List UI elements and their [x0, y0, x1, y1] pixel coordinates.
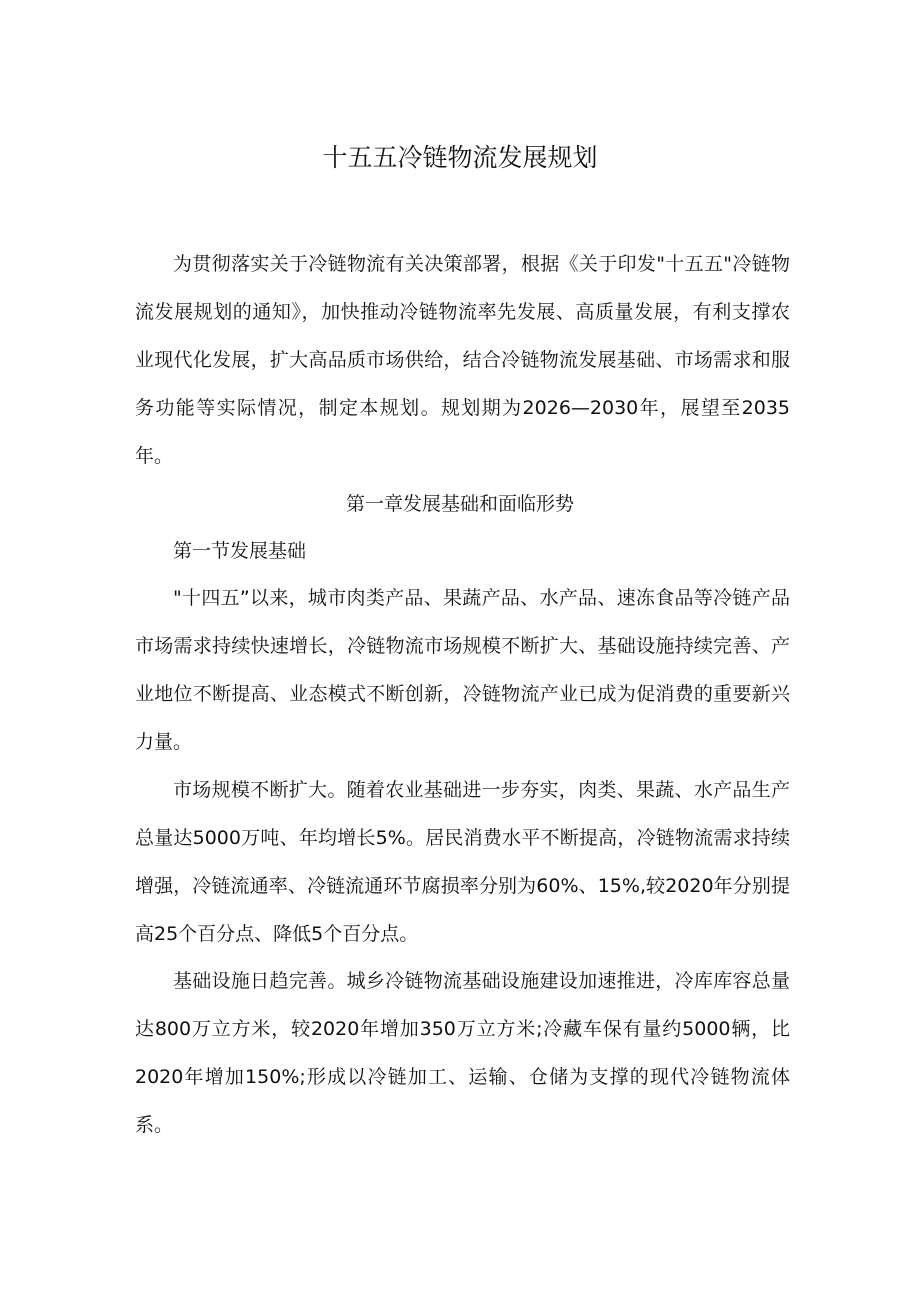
body-paragraph: 市场规模不断扩大。随着农业基础进一步夯实，肉类、果蔬、水产品生产总量达5000万吨、年均增长5%。居民消费水平不断提高，冷链物流需求持续增强，冷链流通率、冷链流通环节腐损率分别为60%、15%,较2020年分别提高25个百分点、降低5个百分点。: [135, 779, 790, 945]
section-body-1: [135, 574, 790, 766]
intro-block: [135, 240, 790, 480]
section-body-3: [135, 957, 790, 1149]
intro-paragraph: 为贯彻落实关于冷链物流有关决策部署，根据《关于印发"十五五"冷链物流发展规划的通知》，加快推动冷链物流率先发展、高质量发展，有利支撑农业现代化发展，扩大高品质市场供给，结合冷链物流发展基础、市场需求和服务功能等实际情况，制定本规划。规划期为2026—2030年，展望至2035年。: [135, 253, 790, 467]
body-paragraph: "十四五”以来，城市肉类产品、果蔬产品、水产品、速冻食品等冷链产品市场需求持续快速增长，冷链物流市场规模不断扩大、基础设施持续完善、产业地位不断提高、业态模式不断创新，冷链物流产业已成为促消费的重要新兴力量。: [135, 587, 790, 753]
section-body-2: [135, 766, 790, 958]
body-paragraph: 基础设施日趋完善。城乡冷链物流基础设施建设加速推进，冷库库容总量达800万立方米，较2020年增加350万立方米;冷藏车保有量约5000辆，比2020年增加150%;形成以冷链加工、运输、仓储为支撑的现代冷链物流体系。: [135, 970, 790, 1136]
chapter-heading: 第一章发展基础和面临形势: [345, 493, 574, 515]
section-heading: 第一节发展基础: [173, 540, 307, 562]
document-title: 十五五冷链物流发展规划: [322, 143, 598, 172]
